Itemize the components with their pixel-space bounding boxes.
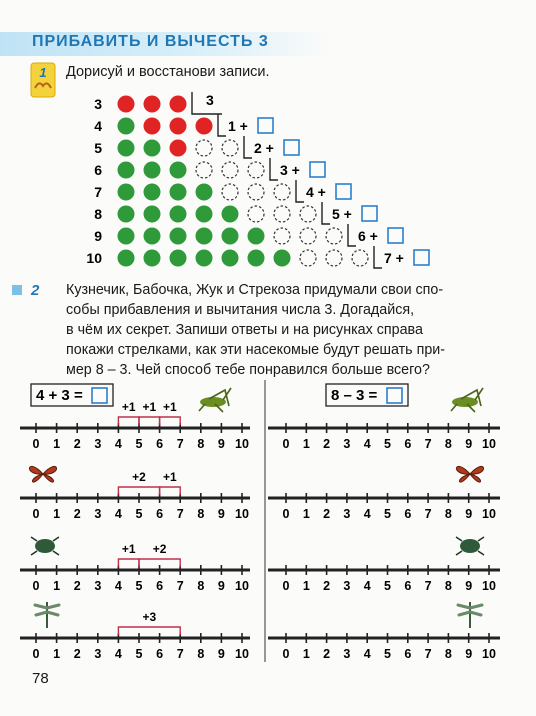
step-line <box>244 136 252 158</box>
tick-label: 1 <box>53 507 61 521</box>
row-number: 4 <box>94 118 102 134</box>
jump-label: +2 <box>132 470 146 484</box>
tick-label: 5 <box>384 579 391 593</box>
green-dot <box>248 250 265 267</box>
jump-label: +3 <box>142 610 157 624</box>
green-dot <box>144 184 161 201</box>
red-dot <box>118 96 135 113</box>
jump-arc <box>118 417 139 425</box>
dashed-dot[interactable] <box>300 206 316 222</box>
tick-label: 2 <box>323 507 331 521</box>
tick-label: 5 <box>135 507 143 521</box>
task-2-marker-icon <box>12 285 22 295</box>
green-dot <box>196 228 213 245</box>
jump-label: +1 <box>142 400 157 414</box>
tick-label: 10 <box>235 579 249 593</box>
tick-label: 8 <box>444 437 452 451</box>
red-dot <box>144 118 161 135</box>
tick-label: 10 <box>235 647 249 661</box>
answer-box[interactable] <box>362 206 377 221</box>
tick-label: 0 <box>282 579 290 593</box>
tick-label: 10 <box>482 647 496 661</box>
answer-box[interactable] <box>284 140 299 155</box>
tick-label: 6 <box>404 579 412 593</box>
butterfly-icon <box>29 466 56 482</box>
tick-label: 7 <box>424 647 432 661</box>
answer-box[interactable] <box>336 184 351 199</box>
green-dot <box>118 250 135 267</box>
tick-label: 6 <box>156 647 164 661</box>
tick-label: 1 <box>302 507 310 521</box>
green-dot <box>118 140 135 157</box>
task-1-number: 1 <box>39 65 47 80</box>
red-dot <box>170 140 187 157</box>
green-dot <box>144 250 161 267</box>
tick-label: 2 <box>73 507 81 521</box>
green-dot <box>196 206 213 223</box>
dashed-dot[interactable] <box>222 140 238 156</box>
tick-label: 0 <box>32 507 40 521</box>
tick-label: 2 <box>323 437 331 451</box>
red-dot <box>144 96 161 113</box>
green-dot <box>118 184 135 201</box>
jump-arc <box>160 487 181 495</box>
green-dot <box>144 206 161 223</box>
tick-label: 5 <box>384 437 391 451</box>
tick-label: 5 <box>135 437 143 451</box>
jump-arc <box>139 417 160 425</box>
beetle-icon <box>35 539 55 553</box>
dashed-dot[interactable] <box>352 250 368 266</box>
answer-box[interactable] <box>387 388 402 403</box>
dashed-dot[interactable] <box>274 184 290 200</box>
red-dot <box>170 96 187 113</box>
tick-label: 6 <box>404 507 412 521</box>
task-1-instruction: Дорисуй и восстанови записи. <box>66 64 270 80</box>
tick-label: 7 <box>424 579 432 593</box>
tick-label: 6 <box>156 507 164 521</box>
jump-label: +1 <box>121 400 136 414</box>
tick-label: 9 <box>465 507 473 521</box>
tick-label: 9 <box>217 579 225 593</box>
dashed-dot[interactable] <box>274 228 290 244</box>
tick-label: 2 <box>73 579 81 593</box>
page-title: ПРИБАВИТЬ И ВЫЧЕСТЬ 3 <box>32 33 269 50</box>
task-2-line: Кузнечик, Бабочка, Жук и Стрекоза придумали свои спо- <box>66 282 444 298</box>
tick-label: 0 <box>32 647 40 661</box>
green-dot <box>248 228 265 245</box>
tick-label: 10 <box>482 507 496 521</box>
tick-label: 8 <box>444 579 452 593</box>
tick-label: 3 <box>94 579 102 593</box>
tick-label: 9 <box>217 437 225 451</box>
jump-arc <box>160 417 181 425</box>
tick-label: 10 <box>235 437 249 451</box>
row-number: 9 <box>94 228 102 244</box>
tick-label: 9 <box>465 437 473 451</box>
page-number: 78 <box>32 670 49 687</box>
tick-label: 3 <box>94 437 102 451</box>
jump-arc <box>118 559 139 567</box>
green-dot <box>118 228 135 245</box>
tick-label: 7 <box>176 437 184 451</box>
dashed-dot[interactable] <box>326 228 342 244</box>
step-line <box>218 114 226 136</box>
green-dot <box>144 228 161 245</box>
tick-label: 10 <box>482 437 496 451</box>
tick-label: 1 <box>302 579 310 593</box>
step-line <box>296 180 304 202</box>
tick-label: 1 <box>302 647 310 661</box>
tick-label: 7 <box>176 579 184 593</box>
dashed-dot[interactable] <box>222 162 238 178</box>
step-line <box>374 246 382 268</box>
record-label: 3 + <box>280 162 300 178</box>
jump-label: +2 <box>152 542 167 556</box>
tick-label: 0 <box>282 647 290 661</box>
record-label: 6 + <box>358 228 378 244</box>
tick-label: 6 <box>404 437 412 451</box>
green-dot <box>222 206 239 223</box>
tick-label: 10 <box>235 507 249 521</box>
beetle-icon <box>460 539 480 553</box>
tick-label: 7 <box>424 437 432 451</box>
task-2-line: в чём их секрет. Запиши ответы и на рисунках справа <box>66 322 423 338</box>
tick-label: 0 <box>282 507 290 521</box>
green-dot <box>170 250 187 267</box>
record-label: 3 <box>206 92 214 108</box>
tick-label: 2 <box>323 647 331 661</box>
tick-label: 2 <box>323 579 331 593</box>
green-dot <box>222 228 239 245</box>
tick-label: 3 <box>343 437 351 451</box>
tick-label: 5 <box>384 507 391 521</box>
red-dot <box>196 118 213 135</box>
tick-label: 5 <box>384 647 391 661</box>
answer-box[interactable] <box>414 250 429 265</box>
step-line <box>270 158 278 180</box>
green-dot <box>196 250 213 267</box>
tick-label: 2 <box>73 437 81 451</box>
tick-label: 0 <box>32 437 40 451</box>
tick-label: 7 <box>176 507 184 521</box>
answer-box[interactable] <box>92 388 107 403</box>
tick-label: 8 <box>444 507 452 521</box>
green-dot <box>274 250 291 267</box>
green-dot <box>170 206 187 223</box>
tick-label: 6 <box>156 437 164 451</box>
tick-label: 6 <box>404 647 412 661</box>
green-dot <box>170 184 187 201</box>
tick-label: 3 <box>94 507 102 521</box>
record-label: 5 + <box>332 206 352 222</box>
green-dot <box>170 162 187 179</box>
tick-label: 2 <box>73 647 81 661</box>
green-dot <box>118 162 135 179</box>
dashed-dot[interactable] <box>300 250 316 266</box>
dashed-dot[interactable] <box>300 228 316 244</box>
dashed-dot[interactable] <box>248 162 264 178</box>
dashed-dot[interactable] <box>248 184 264 200</box>
task-2-text <box>66 280 506 380</box>
tick-label: 6 <box>156 579 164 593</box>
answer-box[interactable] <box>388 228 403 243</box>
task-2-line: покажи стрелками, как эти насекомые будут решать при- <box>66 342 446 358</box>
row-number: 7 <box>94 184 102 200</box>
task-2-line: мер 8 – 3. Чей способ тебе понравился больше всего? <box>66 362 430 378</box>
tick-label: 8 <box>444 647 452 661</box>
tick-label: 1 <box>53 647 61 661</box>
green-dot <box>144 140 161 157</box>
jump-label: +1 <box>163 400 177 414</box>
green-dot <box>118 206 135 223</box>
tick-label: 0 <box>32 579 40 593</box>
tick-label: 8 <box>197 437 205 451</box>
number-lines <box>0 370 536 665</box>
jump-arc <box>118 627 180 635</box>
tick-label: 4 <box>114 507 122 521</box>
jump-label: +1 <box>121 542 136 556</box>
tick-label: 4 <box>363 437 371 451</box>
record-label: 2 + <box>254 140 274 156</box>
left-equation: 4 + 3 = <box>36 387 83 404</box>
green-dot <box>144 162 161 179</box>
record-label: 4 + <box>306 184 326 200</box>
dot-grid <box>0 0 536 280</box>
dashed-dot[interactable] <box>326 250 342 266</box>
red-dot <box>170 118 187 135</box>
tick-label: 9 <box>465 647 473 661</box>
tick-label: 9 <box>217 507 225 521</box>
tick-label: 4 <box>114 579 122 593</box>
tick-label: 8 <box>197 647 205 661</box>
tick-label: 8 <box>197 507 205 521</box>
tick-label: 4 <box>363 647 371 661</box>
tick-label: 9 <box>465 579 473 593</box>
tick-label: 1 <box>53 437 61 451</box>
row-number: 8 <box>94 206 102 222</box>
tick-label: 7 <box>176 647 184 661</box>
tick-label: 9 <box>217 647 225 661</box>
tick-label: 4 <box>114 437 122 451</box>
row-number: 10 <box>86 250 102 266</box>
tick-label: 3 <box>343 579 351 593</box>
dashed-dot[interactable] <box>274 206 290 222</box>
green-dot <box>170 228 187 245</box>
dashed-dot[interactable] <box>196 140 212 156</box>
record-label: 1 + <box>228 118 248 134</box>
tick-label: 7 <box>424 507 432 521</box>
tick-label: 4 <box>363 579 371 593</box>
tick-label: 5 <box>135 647 143 661</box>
dashed-dot[interactable] <box>196 162 212 178</box>
tick-label: 8 <box>197 579 205 593</box>
tick-label: 1 <box>302 437 310 451</box>
tick-label: 5 <box>135 579 143 593</box>
task-2-line: собы прибавления и вычитания числа 3. Догадайся, <box>66 302 415 318</box>
butterfly-icon <box>456 466 483 482</box>
row-number: 6 <box>94 162 102 178</box>
tick-label: 3 <box>343 507 351 521</box>
step-line <box>348 224 356 246</box>
record-label: 7 + <box>384 250 404 266</box>
tick-label: 4 <box>363 507 371 521</box>
tick-label: 1 <box>53 579 61 593</box>
dashed-dot[interactable] <box>222 184 238 200</box>
tick-label: 0 <box>282 437 290 451</box>
dashed-dot[interactable] <box>248 206 264 222</box>
green-dot <box>222 250 239 267</box>
step-line <box>322 202 330 224</box>
row-number: 5 <box>94 140 102 156</box>
answer-box[interactable] <box>258 118 273 133</box>
task-2-number: 2 <box>31 282 40 299</box>
tick-label: 4 <box>114 647 122 661</box>
jump-label: +1 <box>163 470 177 484</box>
tick-label: 3 <box>94 647 102 661</box>
green-dot <box>196 184 213 201</box>
row-number: 3 <box>94 96 102 112</box>
tick-label: 3 <box>343 647 351 661</box>
green-dot <box>118 118 135 135</box>
tick-label: 10 <box>482 579 496 593</box>
answer-box[interactable] <box>310 162 325 177</box>
right-equation: 8 – 3 = <box>331 387 378 404</box>
